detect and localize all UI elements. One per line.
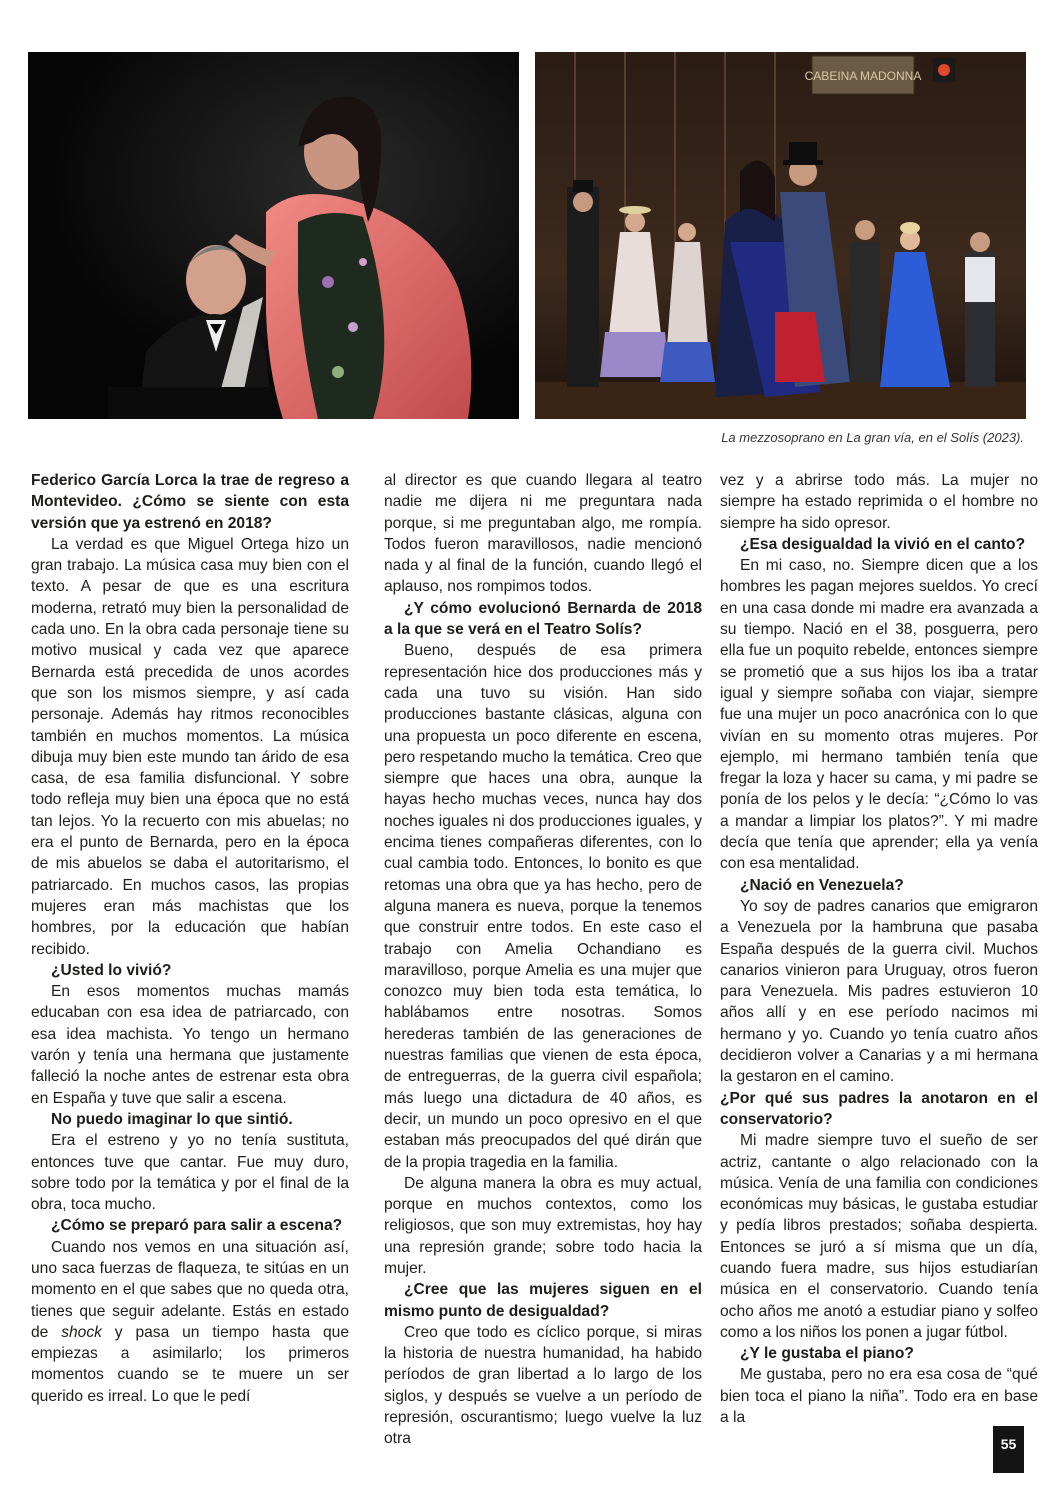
photo-singer-and-pianist: [28, 52, 519, 419]
answer-paragraph: De alguna manera la obra es muy actual, porque en muchos contextos, como los religiosos, que son muy extremistas, hoy hay una represión grande; sobre todo hacia la mujer.: [384, 1174, 702, 1277]
question-heading: ¿Y le gustaba el piano?: [740, 1345, 914, 1363]
answer-paragraph: La verdad es que Miguel Ortega hizo un gran trabajo. La música casa muy bien con el texto. A pesar de que es una escritura moderna, retrató muy bien la personalidad de cada uno. En la obra cada personaje tiene su motivo musical y cada vez que aparece Bernarda está precedida de unos acordes que son los mismos siempre, y así cada personaje. Además hay ritmos reconocibles también en muchos momentos. La música dibuja muy bien este mundo tan árido de esa casa, de esa familia disfuncional. Y sobre todo refleja muy bien una época que no está tan lejos. Yo la recuerto con mis abuelas; no era el punto de Bernarda, pero en la época de mis abuelos se daba el autoritarismo, el patriarcado. En muchos casos, las propias mujeres eran más machistas que los hombres, por la educación que habían recibido.: [31, 535, 349, 958]
photo-stage-ensemble: [535, 52, 1026, 419]
answer-paragraph: Mi madre siempre tuvo el sueño de ser actriz, cantante o algo relacionado con la música. Venía de una familia con condiciones económicas muy básicas, le gustaba estudiar y pedía libros prestados; soñaba despierta. Entonces se juró a sí misma que un día, cuando fuera madre, sus hijos estudiarían música en el conservatorio. Cuando tenía ocho años me anotó a estudiar piano y solfeo como a los niños los ponen a jugar fútbol.: [720, 1132, 1038, 1341]
question-heading: ¿Nació en Venezuela?: [740, 876, 904, 894]
question-heading: ¿Usted lo vivió?: [51, 961, 172, 979]
photo-caption: La mezzosoprano en La gran vía, en el Solís (2023).: [721, 430, 1024, 445]
question-heading: ¿Cómo se preparó para salir a escena?: [51, 1217, 343, 1235]
answer-paragraph: al director es que cuando llegara al teatro nadie me dijera ni me preguntara nada porque, si me preguntaban algo, me rompía. Todos fueron maravillosos, nadie mencionó nada y al final de la función, cuando llegó el aplauso, nos rompimos todos.: [384, 472, 702, 596]
page-number: 55: [993, 1426, 1024, 1473]
question-heading: ¿Y cómo evolucionó Bernarda de 2018 a la que se verá en el Teatro Solís?: [384, 599, 702, 639]
question-heading: ¿Por qué sus padres la anotaron en el conservatorio?: [720, 1089, 1038, 1128]
question-heading: Federico García Lorca la trae de regreso a Montevideo. ¿Cómo se siente con esta versión que ya estrenó en 2018?: [31, 472, 349, 532]
answer-paragraph: En esos momentos muchas mamás educaban con esa idea de patriarcado, con esa idea machista. Yo tengo un hermano varón y tenía una hermana que justamente falleció la noche antes de estrenar esta obra en España y tuve que salir a escena.: [31, 983, 349, 1107]
italic-word: shock: [61, 1323, 102, 1341]
text-column-3: [720, 470, 1038, 1428]
question-heading: No puedo imaginar lo que sintió.: [51, 1110, 293, 1128]
answer-paragraph: Me gustaba, pero no era esa cosa de “qué bien toca el piano la niña”. Todo era en base a la: [720, 1366, 1038, 1427]
answer-paragraph: vez y a abrirse todo más. La mujer no siempre ha estado reprimida o el hombre no siempre ha sido opresor.: [720, 472, 1038, 532]
answer-paragraph: Creo que todo es cíclico porque, si miras la historia de nuestra humanidad, ha habido períodos de gran libertad a lo largo de los siglos, y después se vuelve a un período de represión, oscurantismo; luego vuelve la luz otra: [384, 1323, 702, 1448]
text-column-1: [31, 470, 349, 1407]
answer-paragraph: Bueno, después de esa primera representación hice dos producciones más y cada una tuvo su visión. Han sido producciones bastante clásicas, alguna con una propuesta un poco diferente en escena, pero respetando mucho la temática. Creo que siempre que haces una obra, aunque la hayas hecho muchas veces, nunca hay dos noches iguales ni dos producciones iguales, y encima tienes compañeras diferentes, con lo cual cambia todo. Entonces, lo bonito es que retomas una obra que ya has hecho, pero de alguna manera es nueva, porque la tenemos que construir entre todos. En este caso el trabajo con Amelia Ochandiano es maravilloso, porque Amelia es una mujer que conozco muy bien toda esta temática, lo hablábamos entre nosotras. Somos herederas también de las generaciones de nuestras familias que vienen de esta época, de entreguerras, de la guerra civil española; más luego una dictadura de 40 años, es decir, un mundo un poco opresivo en el que estaban más preocupados del qué dirán que de la propia tragedia en la familia.: [384, 642, 702, 1171]
answer-paragraph: [31, 1237, 349, 1407]
answer-paragraph: Era el estreno y yo no tenía sustituta, entonces tuve que cantar. Fue muy duro, sobre todo por la temática y por el final de la obra, toca mucho.: [31, 1132, 349, 1214]
question-heading: ¿Esa desigualdad la vivió en el canto?: [740, 535, 1026, 553]
answer-text: Cuando nos vemos en una situación así, uno saca fuerzas de flaqueza, te sitúas en un momento en el que sabes que no queda otra, tienes que seguir adelante. Estás en estado de: [31, 1238, 349, 1341]
answer-text: y pasa un tiempo hasta que empiezas a asimilarlo; los primeros momentos cuando se te muere un ser querido es irreal. Lo que le pedí: [31, 1323, 349, 1405]
question-heading: ¿Cree que las mujeres siguen en el mismo punto de desigualdad?: [384, 1281, 702, 1320]
stage-sign-text: CABEINA MADONNA: [804, 69, 922, 83]
answer-paragraph: En mi caso, no. Siempre dicen que a los hombres les pagan mejores sueldos. Yo crecí en una casa donde mi madre era avanzada a su tiempo. Nació en el 38, posguerra, pero ella fue un poquito rebelde, entonces siempre se prometió que a sus hijos los iba a tratar igual y siempre soñaba con viajar, siempre fue una mujer un poco anacrónica con lo que vivían en su momento otras mujeres. Por ejemplo, mi hermano también tenía que fregar la loza y hacer su cama, y mi padre se ponía de los pelos y le decía: “¿Cómo lo vas a mandar a limpiar los platos?”. Y mi madre decía que tenía que aprender; ella ya venía con esa mentalidad.: [720, 557, 1038, 873]
answer-paragraph: Yo soy de padres canarios que emigraron a Venezuela por la hambruna que pasaba España después de la guerra civil. Muchos canarios vinieron para Uruguay, otros fueron para Venezuela. Mis padres estuvieron 10 años allí y en ese período nacimos mi hermano y yo. Cuando yo tenía cuatro años decidieron volver a Canarias y a mi hermana la gestaron en el camino.: [720, 897, 1038, 1086]
text-column-2: [384, 470, 702, 1450]
